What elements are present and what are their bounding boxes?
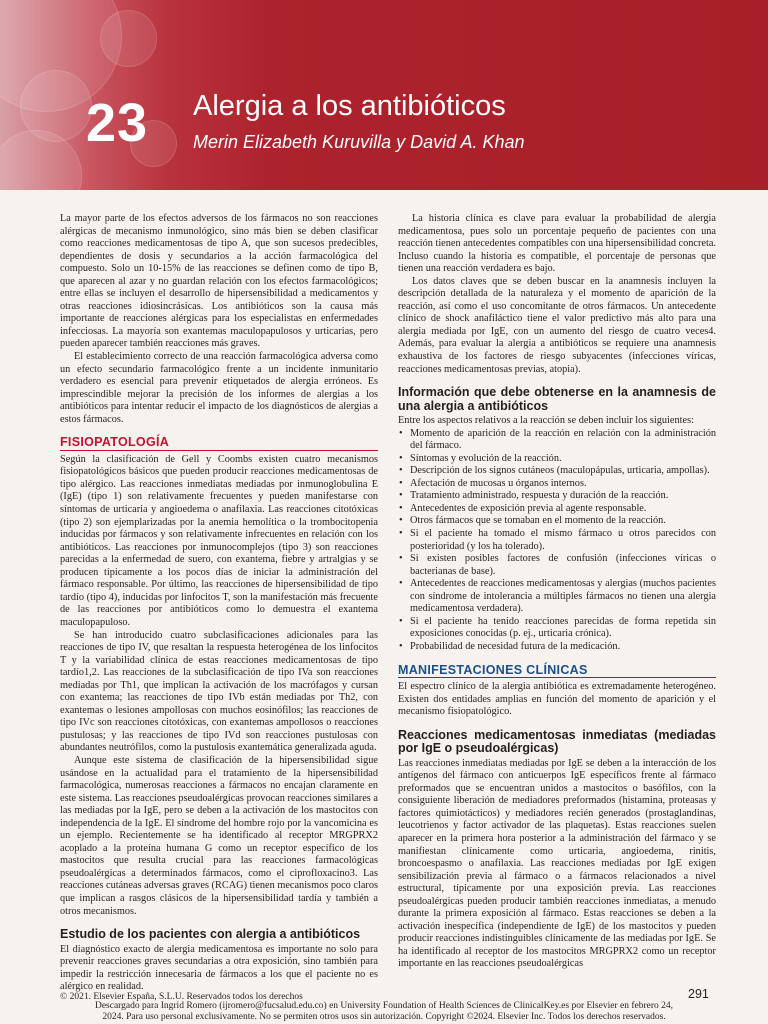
download-notice xyxy=(0,1001,768,1022)
list-item: • Probabilidad de necesidad futura de la medicación. xyxy=(398,641,716,654)
paragraph: La historia clínica es clave para evaluar la probabilidad de alergia medicamentosa, pues solo un porcentaje pequeño de pacientes con una reacción tienen antecedentes compatibles con una hipersensibilidad concreta. Incluso cuando la historia es compatible, el porcentaje de personas que tienen una reacción verdadera es bajo. xyxy=(398,213,716,275)
list-item: • Si existen posibles factores de confusión (infecciones víricas o bacterianas de base). xyxy=(398,553,716,578)
subsection-heading-informacion: Información que debe obtenerse en la anamnesis de una alergia a antibióticos xyxy=(398,385,716,413)
list-item: • Tratamiento administrado, respuesta y duración de la reacción. xyxy=(398,490,716,503)
list-item: • Antecedentes de reacciones medicamentosas y alergias (muchos pacientes con síndrome de intolerancia a múltiples fármacos no tienen una alergia medicamentosa verdadera). xyxy=(398,578,716,616)
list-item: • Si el paciente ha tomado el mismo fármaco u otros parecidos con posterioridad (y los ha tolerado). xyxy=(398,528,716,553)
paragraph: El diagnóstico exacto de alergia medicamentosa es importante no solo para prevenir reacciones graves secundarias a otra exposición, sino también para impedir la restricción innecesaria de fármacos a los que el paciente no es alérgico en realidad. xyxy=(60,943,378,993)
paragraph: Se han introducido cuatro subclasificaciones adicionales para las reacciones de tipo IV, que resaltan la respuesta heterogénea de los linfocitos T y la variabilidad clínica de estas reacciones medicamentosas de tipo tardío1,2. Las reacciones de la subclasificación de tipo IVa son reacciones mediadas por Th1, que implican la activación de los macrófagos y cursan con exantema; las reacciones de tipo IVb están mediadas por Th2, con exantemas o lesiones ampollosas con muchos eosinófilos; las reacciones de tipo IVc son reacciones citotóxicas, con exantemas ampollosos o reacciones pustulosas; y las reacciones de tipo IVd son reacciones pustulosas con abundantes neutrófilos, como la pustulosis exantemática generalizada aguda. xyxy=(60,629,378,754)
paragraph: La mayor parte de los efectos adversos de los fármacos no son reacciones alérgicas de mecanismo inmunológico, sino más bien se deben clasificar como reacciones medicamentosas de tipo A, que son sucesos predecibles, dependientes de dosis y secundarios a la acción farmacológica del compuesto. Solo un 10-15% de las reacciones se definen como de tipo B, que aparecen al azar y no guardan relación con los efectos farmacológicos; entre ellas se incluyen el desarrollo de hipersensibilidad a medicamentos y otras reacciones idiosincrásicas. Los antibióticos son la causa más importante de reacciones alérgicas para los especialistas en enfermedades infecciosas. La mayoría son exantemas maculopapulosos y urticarias, pero pueden aparecer también reacciones más graves. xyxy=(60,213,378,350)
list-item: • Descripción de los signos cutáneos (maculopápulas, urticaria, ampollas). xyxy=(398,465,716,478)
list-item: • Si el paciente ha tenido reacciones parecidas de forma repetida sin exposiciones conocidas (p. ej., urticaria crónica). xyxy=(398,616,716,641)
chapter-authors: Merin Elizabeth Kuruvilla y David A. Khan xyxy=(193,132,525,152)
copyright-notice: © 2021. Elsevier España, S.L.U. Reservados todos los derechos xyxy=(60,992,303,1002)
paragraph: Las reacciones inmediatas mediadas por IgE se deben a la interacción de los antígenos del fármaco con anticuerpos IgE específicos frente al fármaco preformados que se encuentran unidos a mastocitos o basófilos, con la consiguiente liberación de mediadores preformados (histamina, proteasas y factores quimiotácticos) y mediadores recién generados (prostaglandinas, leucotrienos y factor activador de las plaquetas). Estas reacciones suelen aparecer en la primera hora posterior a la administración del fármaco y se manifiestan clínicamente como urticaria, angioedema, rinitis, broncoespasmo o anafilaxia. Las reacciones mediadas por IgE exigen sensibilización previa al fármaco o a fármacos relacionados a nivel estructural, típicamente por una exposición previa. Las reacciones pseudoalérgicas pueden producir también reacciones inmediatas, a menudo durante la primera exposición al fármaco. Estas reacciones se deben a la activación inespecífica (independiente de IgE) de los mastocitos y pueden producir reacciones indistinguibles clínicamente de las mediadas por IgE. Se ha identificado al receptor de los mastocitos MRGPRX2 como un receptor importante en las reacciones pseudoalérgicas xyxy=(398,757,716,970)
section-heading-fisiopatologia: FISIOPATOLOGÍA xyxy=(60,436,378,451)
chapter-number: 23 xyxy=(86,93,149,153)
subsection-heading-estudio: Estudio de los pacientes con alergia a antibióticos xyxy=(60,927,361,942)
list-item: • Síntomas y evolución de la reacción. xyxy=(398,453,716,466)
list-item: • Momento de aparición de la reacción en relación con la administración del fármaco. xyxy=(398,428,716,453)
subsection-heading-inmediatas: Reacciones medicamentosas inmediatas (mediadas por IgE o pseudoalérgicas) xyxy=(398,727,716,756)
anamnesis-bullet-list xyxy=(398,428,716,654)
list-item: • Otros fármacos que se tomaban en el momento de la reacción. xyxy=(398,515,716,528)
chapter-title: Alergia a los antibióticos xyxy=(193,90,506,122)
paragraph: El espectro clínico de la alergia antibiótica es extremadamente heterogéneo. Existen dos entidades amplias en función del momento de aparición y el mecanismo fisiopatológico. xyxy=(398,681,716,718)
section-heading-manifestaciones: MANIFESTACIONES CLÍNICAS xyxy=(398,664,716,679)
download-line: Descargado para Ingrid Romero (ijromero@fucsalud.edu.co) en University Foundation of Health Sciences de ClinicalKey.es por Elsevier en febrero 24, xyxy=(94,1001,674,1011)
paragraph: Según la clasificación de Gell y Coombs existen cuatro mecanismos fisiopatológicos básicos que pueden producir reacciones medicamentosas de tipo alérgico. Las reacciones inmediatas mediadas por inmunoglobulina E (IgE) (tipo 1) son relativamente frecuentes y pueden manifestarse con síntomas de urticaria y angioedema o anafilaxia. Las reacciones citotóxicas (tipo 2) son ejemplarizadas por la anemia hemolítica o la trombocitopenia inducidas por fármacos y son relativamente infrecuentes en relación con los antibióticos. Las reacciones por inmunocomplejos (tipo 3) son reacciones parecidas a la enfermedad de suero, con exantema, fiebre y artralgias y se producen típicamente a los pocos días de iniciar la administración del fármaco responsable. Por último, las reacciones de hipersensibilidad de tipo tardío (tipo 4), inducidas por linfocitos T, son la manifestación más frecuente de las reacciones por antibióticos como lo demuestra el exantema maculopapuloso. xyxy=(60,453,378,628)
download-line: 2024. Para uso personal exclusivamente. No se permiten otros usos sin autorización. Copyright ©2024. Elsevier Inc. Todos los derechos reservados. xyxy=(102,1011,666,1022)
right-column xyxy=(398,213,716,971)
decorative-bubble xyxy=(100,10,157,67)
chapter-header-band xyxy=(0,0,768,190)
list-item: • Antecedentes de exposición previa al agente responsable. xyxy=(398,503,716,516)
list-item: • Afectación de mucosas u órganos internos. xyxy=(398,478,716,491)
paragraph: El establecimiento correcto de una reacción farmacológica adversa como un efecto secundario farmacológico frente a un incidente inmunitario verdadero es esencial para prevenir etiquetados de alergia erróneos. Es imprescindible mejorar la precisión de los informes de alergias a los antibióticos para intentar reducir el impacto de los diagnósticos de alergias a estos fármacos. xyxy=(60,351,378,425)
paragraph: Los datos claves que se deben buscar en la anamnesis incluyen la descripción detallada de la naturaleza y el momento de aparición de la reacción, así como el uso concomitante de otros fármacos. Un antecedente clínico de shock anafiláctico tiene el valor predictivo más alto para una alergia mediada por IgE, con un aumento del riesgo de cuatro veces4. Además, para evaluar la alergia a antibióticos se requiere una anamnesis exhaustiva de los factores de riesgo subyacentes (infecciones víricas, reacciones medicamentosas previas, atopia). xyxy=(398,275,716,375)
page-number: 291 xyxy=(688,987,709,1001)
left-column xyxy=(60,213,378,994)
paragraph: Aunque este sistema de clasificación de la hipersensibilidad sigue usándose en la actualidad para el tratamiento de la hipersensibilidad farmacológica, numerosas reacciones a fármacos no encajan claramente en este sistema. Las reacciones pseudoalérgicas provocan reacciones similares a las mediadas por la IgE, pero se deben a la activación de los mastocitos con independencia de la IgE. El síndrome del hombre rojo por la vancomicina es un ejemplo. Recientemente se ha identificado al receptor MRGPRX2 acoplado a la proteína humana G como un receptor específico de los mastocitos que resulta crucial para las reacciones farmacológicas pseudoalérgicas a determinados fármacos, como el ciprofloxacino3. Las reacciones cutáneas adversas graves (RCAG) tienen mecanismos poco claros que implican a rasgos clásicos de la hipersensibilidad tardía y también a otros mecanismos. xyxy=(60,754,378,917)
paragraph: Entre los aspectos relativos a la reacción se deben incluir los siguientes: xyxy=(398,415,694,427)
